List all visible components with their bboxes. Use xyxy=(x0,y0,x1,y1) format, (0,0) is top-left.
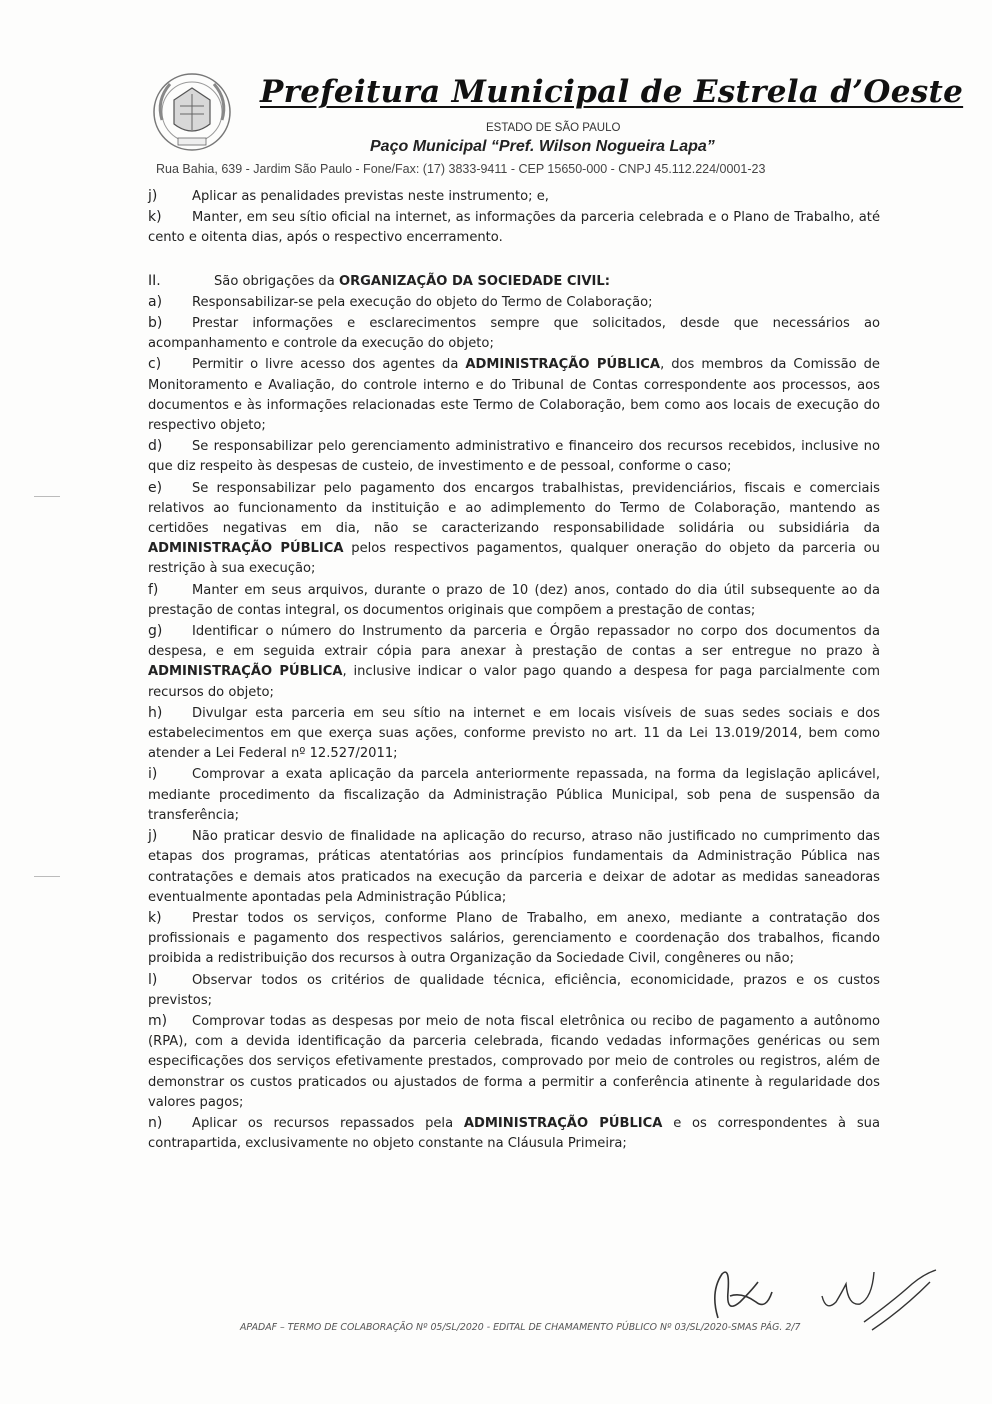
list-item: j) Não praticar desvio de finalidade na aplicação do recurso, atraso não justificado no cumprimento das etapas dos programas, práticas atentatórias aos princípios fundamentais da Administração Pública nas contratações e demais atos praticados na execução da parceria e deixar de adotar as medidas saneadoras eventualmente apontadas pela Administração Pública; xyxy=(148,828,880,905)
list-item: h) Divulgar esta parceria em seu sítio na internet e em locais visíveis de suas sedes sociais e dos estabelecimentos em que exerça suas ações, conforme previsto no art. 11 da Lei 13.019/2014, bem como atender a Lei Federal nº 12.527/2011; xyxy=(148,704,880,762)
header-address: Rua Bahia, 639 - Jardim São Paulo - Fone/Fax: (17) 3833-9411 - CEP 15650-000 - CNPJ 45.112.224/0001-23 xyxy=(156,162,766,176)
list-item: b) Prestar informações e esclarecimentos sempre que solicitados, desde que necessários ao acompanhamento e controle da execução do objeto; xyxy=(148,315,880,352)
list-item: g) Identificar o número do Instrumento da parceria e Órgão repassador no corpo dos documentos da despesa, e em seguida extrair cópia para anexar à prestação de contas a ser entregue no prazo à ADMINISTRAÇÃO PÚBLICA, inclusive indicar o valor pago quando a despesa for paga parcialmente com recursos do objeto; xyxy=(148,623,880,700)
list-item: f) Manter em seus arquivos, durante o prazo de 10 (dez) anos, contado do dia útil subsequente ao da prestação de contas integral, os documentos originais que compõem a prestação de contas; xyxy=(148,581,880,618)
list-item: d) Se responsabilizar pelo gerenciamento administrativo e financeiro dos recursos recebidos, inclusive no que diz respeito às despesas de custeio, de investimento e de pessoal, conforme o caso; xyxy=(148,438,880,475)
list-item: m) Comprovar todas as despesas por meio de nota fiscal eletrônica ou recibo de pagamento a autônomo (RPA), com a devida identificação da parceria celebrada, ficando vedadas informações genéricas ou sem especificações dos serviços efetivamente prestados, comprovado por meio de controles ou registros, além de demonstrar os custos praticados ou ajustados de forma a permitir a conferência atinente à regularidade dos valores pagos; xyxy=(148,1012,880,1110)
section-heading: II. São obrigações da ORGANIZAÇÃO DA SOCIEDADE CIVIL: xyxy=(148,272,610,289)
scan-mark xyxy=(34,876,60,877)
page-title: Prefeitura Municipal de Estrela d’Oeste xyxy=(260,74,964,110)
list-item: j) Aplicar as penalidades previstas neste instrumento; e, xyxy=(148,188,549,204)
scan-mark xyxy=(34,496,60,497)
header-paco: Paço Municipal “Pref. Wilson Nogueira Lapa” xyxy=(370,138,715,155)
signature-mark-1 xyxy=(700,1262,780,1326)
list-item: k) Manter, em seu sítio oficial na internet, as informações da parceria celebrada e o Plano de Trabalho, até cento e oitenta dias, após o respectivo encerramento. xyxy=(148,209,880,246)
header-state: ESTADO DE SÃO PAULO xyxy=(486,122,621,134)
list-item: n) Aplicar os recursos repassados pela ADMINISTRAÇÃO PÚBLICA e os correspondentes à sua contrapartida, exclusivamente no objeto constante na Cláusula Primeira; xyxy=(148,1114,880,1152)
list-item: e) Se responsabilizar pelo pagamento dos encargos trabalhistas, previdenciários, fiscais e comerciais relativos ao funcionamento da instituição e ao adimplemento do Termo de Colaboração, mantendo as certidões negativas em dia, não se caracterizando responsabilidade solidária ou subsidiária da ADMINISTRAÇÃO PÚBLICA pelos respectivos pagamentos, qualquer oneração do objeto da parceria ou restrição à sua execução; xyxy=(148,479,880,577)
page-footer: APADAF – TERMO DE COLABORAÇÃO Nº 05/SL/2020 - EDITAL DE CHAMAMENTO PÚBLICO Nº 03/SL/2020-SMAS PÁG. 2/7 xyxy=(240,1322,801,1333)
list-item: c) Permitir o livre acesso dos agentes da ADMINISTRAÇÃO PÚBLICA, dos membros da Comissão de Monitoramento e Avaliação, do controle interno e do Tribunal de Contas correspondente aos processos, aos documentos e às informações relacionadas este Termo de Colaboração, bem como aos locais de execução do respectivo objeto; xyxy=(148,356,880,434)
municipal-seal-icon xyxy=(148,70,236,156)
list-item: i) Comprovar a exata aplicação da parcela anteriormente repassada, na forma da legislação aplicável, mediante procedimento da fiscalização da Administração Pública Municipal, sob pena de suspensão da transferência; xyxy=(148,766,880,823)
list-item: a) Responsabilizar-se pela execução do objeto do Termo de Colaboração; xyxy=(148,293,653,310)
document-body xyxy=(148,186,880,1154)
list-item: k) Prestar todos os serviços, conforme Plano de Trabalho, em anexo, mediante a contratação dos profissionais e pagamento dos respectivos salários, gerenciamento e coordenação dos trabalhos, ficando proibida a redistribuição dos recursos à outra Organização da Sociedade Civil, congêneres ou não; xyxy=(148,909,880,967)
list-item: l) Observar todos os critérios de qualidade técnica, eficiência, economicidade, prazos e os custos previstos; xyxy=(148,971,880,1008)
